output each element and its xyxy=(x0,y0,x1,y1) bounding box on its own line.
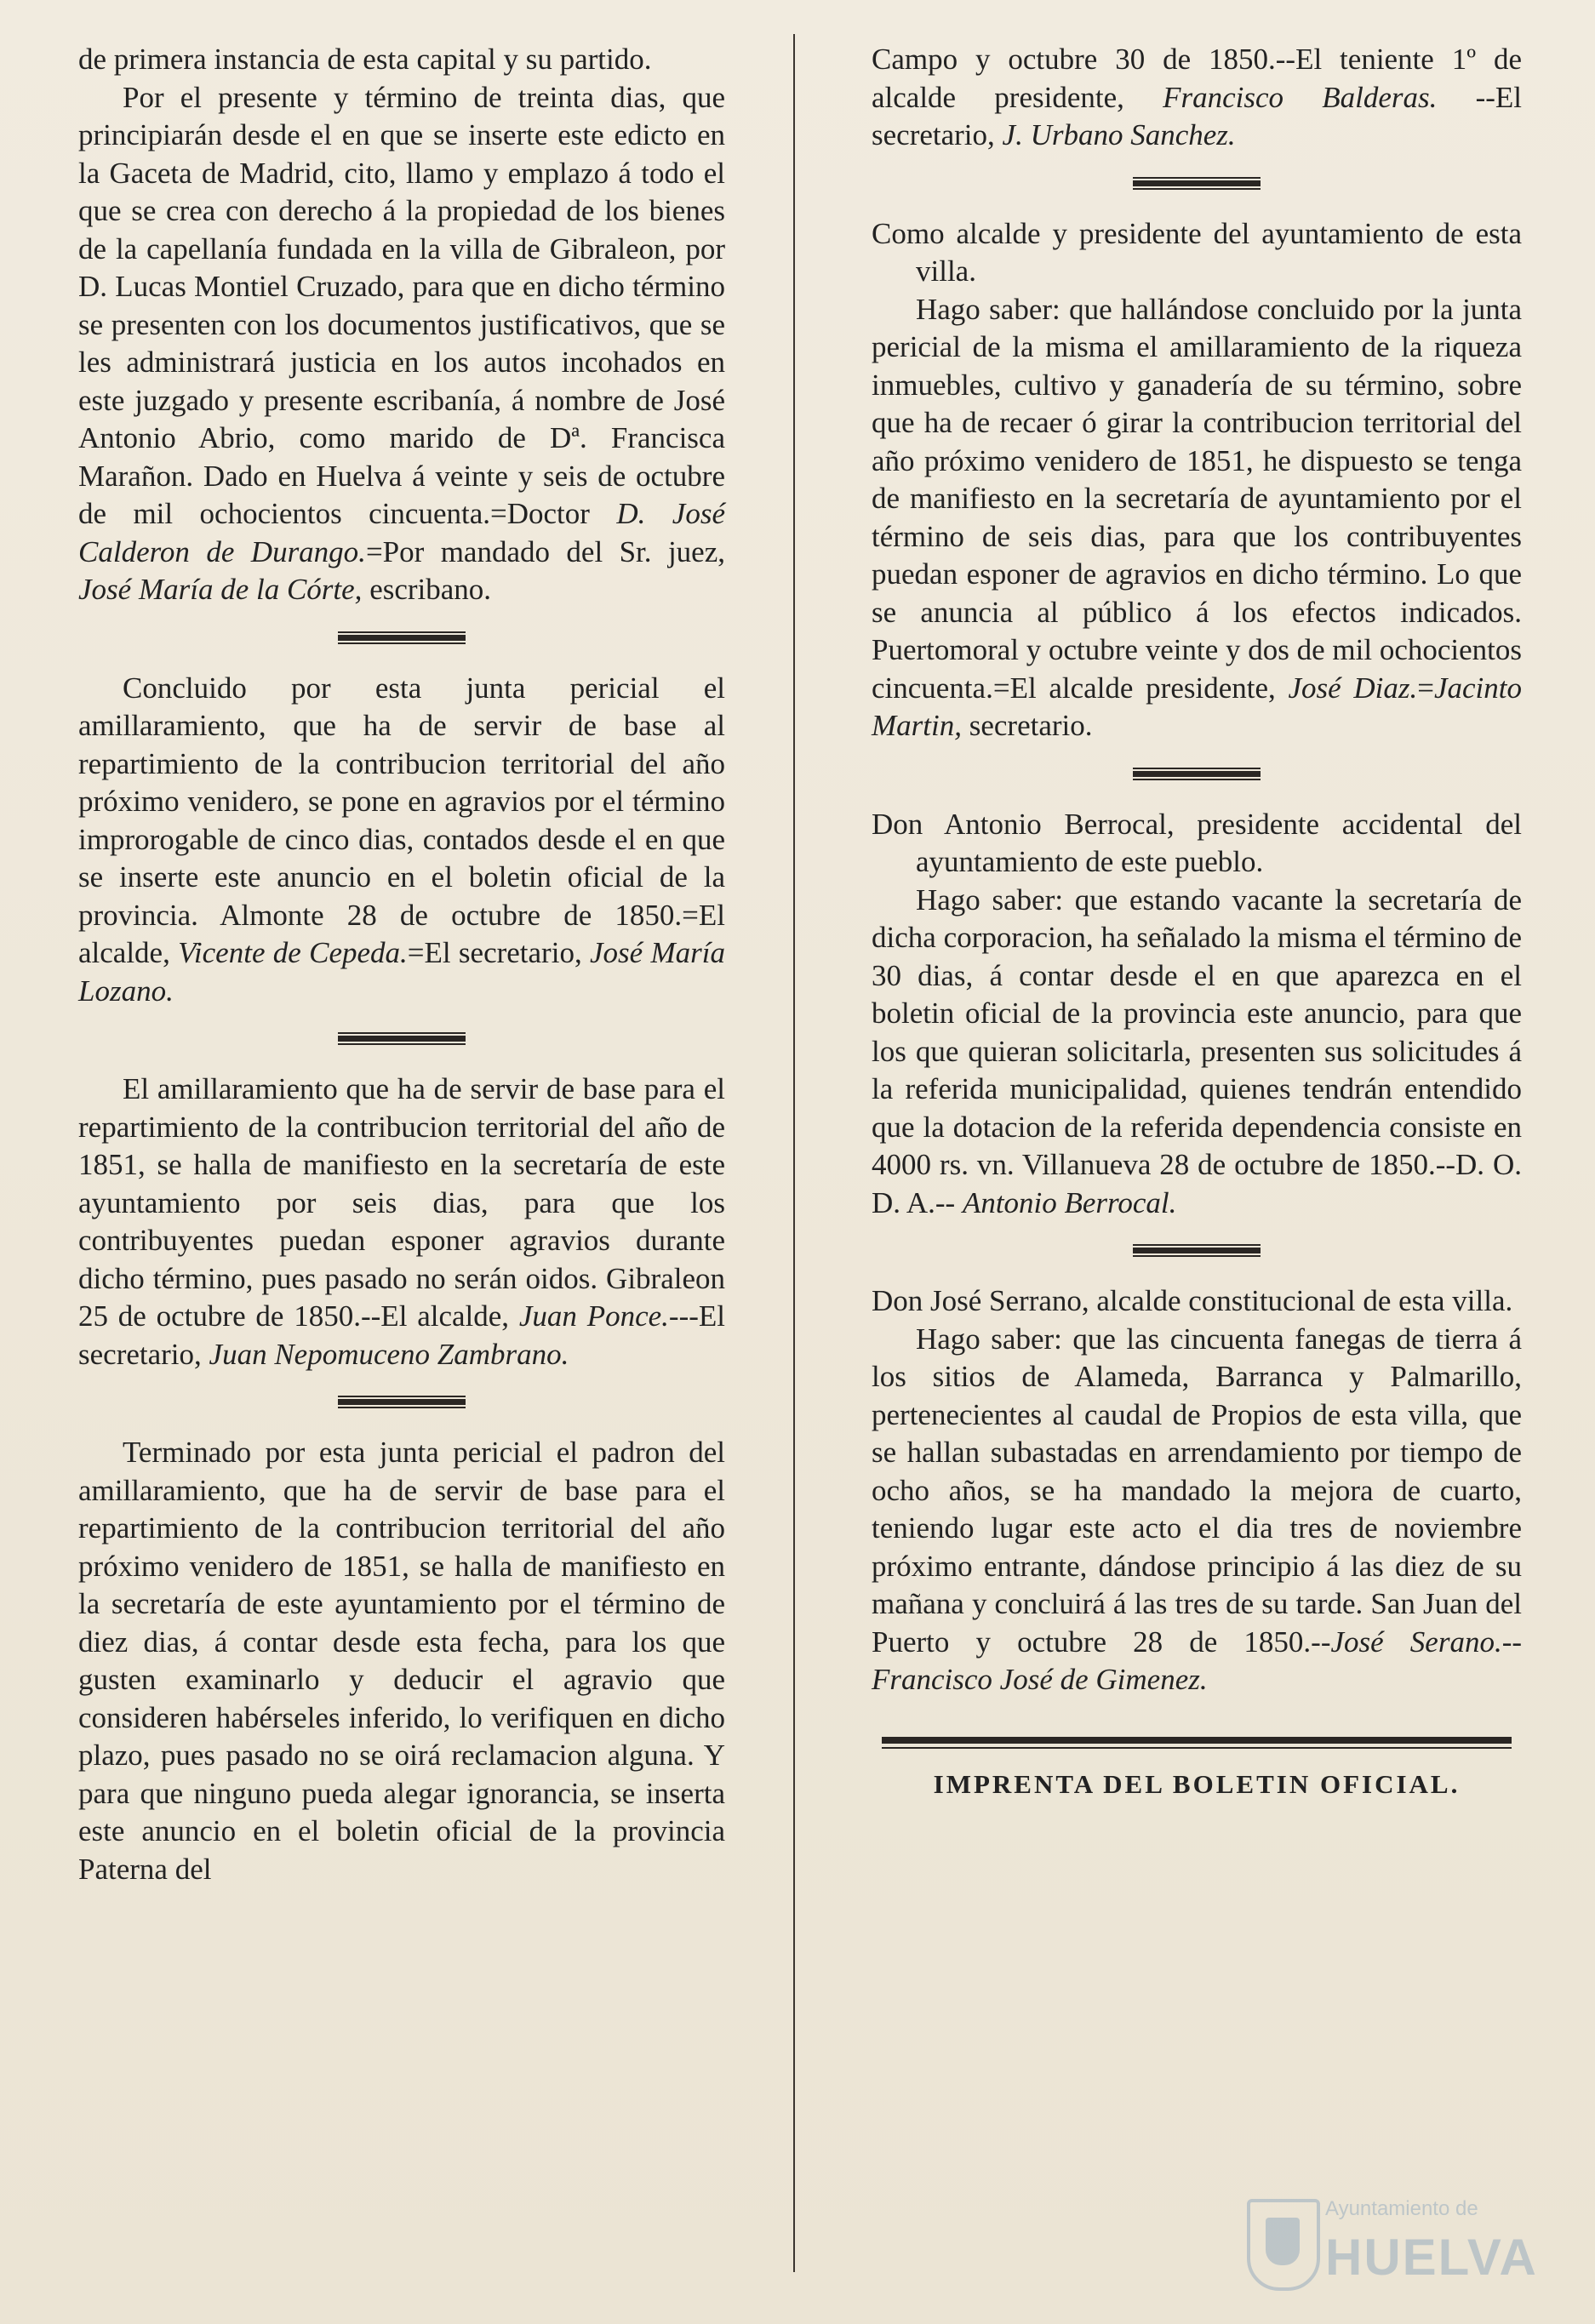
signature: José María Lozano. xyxy=(78,936,725,1008)
notice-paterna: Terminado por esta junta pericial el padron del amillaramiento, que ha de servir de base para el repartimiento de la contribucion territorial del año próximo venidero de 1851, se halla de manifiesto en la secretaría de este ayuntamiento por el término de diez dias, á contar desde esta fecha, para los que gusten examinarlo y deducir el agravio que consideren habérseles inferido, lo verifiquen en dicho plazo, pues pasado no se oirá reclamacion alguna. Y para que ninguno pueda alegar ignorancia, se inserta este anuncio en el boletin oficial de la provincia Paterna del xyxy=(78,1436,725,1886)
notice-almonte: Concluido por esta junta pericial el amillaramiento, que ha de servir de base al repartimiento de la contribucion territorial del año próximo venidero, se pone en agravios por el término improrogable de cinco dias, contados desde el en que se inserte este anuncio en el boletin oficial de la provincia. Almonte 28 de octubre de 1850.=El alcalde, Vicente de Cepeda.=El secretario, José María Lozano. xyxy=(78,671,725,1008)
left-column xyxy=(78,41,725,1888)
closing-rule xyxy=(882,1737,1512,1749)
column-divider xyxy=(793,34,795,2272)
right-column xyxy=(872,41,1522,1803)
section-divider xyxy=(338,631,466,644)
signature: D. José Calderon de Durango. xyxy=(78,497,726,568)
watermark-line2: HUELVA xyxy=(1325,2229,1538,2286)
section-divider xyxy=(1133,768,1261,780)
signature: Vicente de Cepeda. xyxy=(178,936,408,969)
notice-puertomoral: Hago saber: que hallándose concluido por la junta pericial de la misma el amillaramiento de la riqueza inmuebles, cultivo y ganadería de su término, sobre que ha de recaer ó girar la contribucion territorial del año próximo venidero de 1851, he dispuesto se tenga de manifiesto en la secretaría de ayuntamiento por el término de seis dias, para que los contribuyentes puedan esponer de agravios en dicho término. Lo que se anuncia al público á los efectos indicados. Puertomoral y octubre veinte y dos de mil ochocientos cincuenta.=El alcalde presidente, José Diaz.=Jacinto Martin, secretario. xyxy=(872,292,1522,742)
notice-villanueva: Hago saber: que estando vacante la secretaría de dicha corporacion, ha señalado la misma el término de 30 dias, á contar desde el en que aparezca en el boletin oficial de la provincia este anuncio, para que los que quieran solicitarla, presenten sus solicitudes á la referida municipalidad, quienes tendrán entendido que la dotacion de la referida dependencia consiste en 4000 rs. vn. Villanueva 28 de octubre de 1850.--D. O. D. A.-- Antonio Berrocal. xyxy=(872,882,1522,1219)
signature: Juan Ponce. xyxy=(518,1299,669,1333)
signature: Juan Nepomuceno Zambrano. xyxy=(209,1337,569,1371)
signature: Jacinto Martin, xyxy=(872,671,1522,742)
section-divider xyxy=(1133,177,1261,190)
signature: Francisco Balderas. xyxy=(1163,80,1438,114)
section-divider xyxy=(1133,1244,1261,1257)
notice-paterna-continuation: Campo y octubre 30 de 1850.--El teniente 1º de alcalde presidente, Francisco Balderas. --El secretario, J. Urbano Sanchez. xyxy=(872,43,1523,151)
section-divider xyxy=(338,1396,466,1408)
notice-heading: Como alcalde y presidente del ayuntamiento de esta villa. xyxy=(872,216,1522,288)
notice-heading: Don Antonio Berrocal, presidente accidental del ayuntamiento de este pueblo. xyxy=(872,807,1522,878)
printer-imprint: IMPRENTA DEL BOLETIN OFICIAL. xyxy=(933,1768,1461,1799)
signature: José Serano.--Francisco José de Gimenez. xyxy=(872,1625,1522,1696)
notice-heading: Don José Serrano, alcalde constitucional de esta villa. xyxy=(872,1284,1513,1317)
edict-continuation: de primera instancia de esta capital y su partido. xyxy=(78,43,652,76)
notice-san-juan-del-puerto: Hago saber: que las cincuenta fanegas de tierra á los sitios de Alameda, Barranca y Palmarillo, pertenecientes al caudal de Propios de esta villa, que se hallan subastadas en arrendamiento por tiempo de ocho años, se ha mandado la mejora de cuarto, teniendo lugar este acto el dia tres de noviembre próximo entrante, dándose principio á las diez de su mañana y concluirá á las tres de su tarde. San Juan del Puerto y octubre 28 de 1850.--José Serano.--Francisco José de Gimenez. xyxy=(872,1322,1522,1696)
signature: José Diaz. xyxy=(1288,671,1418,705)
section-divider xyxy=(338,1032,466,1045)
edict-capellania: Por el presente y término de treinta dias, que principiarán desde el en que se inserte este edicto en la Gaceta de Madrid, cito, llamo y emplazo á todo el que se crea con derecho á la propiedad de los bienes de la capellanía fundada en la villa de Gibraleon, por D. Lucas Montiel Cruzado, para que en dicho término se presenten con los documentos justificativos, que se les administrará justicia en los autos incohados en este juzgado y presente escribanía, á nombre de José Antonio Abrio, como marido de Dª. Francisca Marañon. Dado en Huelva á veinte y seis de octubre de mil ochocientos cincuenta.=Doctor D. José Calderon de Durango.=Por mandado del Sr. juez, José María de la Córte, escribano. xyxy=(78,80,726,606)
signature: J. Urbano Sanchez. xyxy=(1002,118,1236,151)
signature: Antonio Berrocal. xyxy=(962,1185,1177,1219)
watermark-line1: Ayuntamiento de xyxy=(1325,2197,1478,2220)
archive-watermark xyxy=(1247,2196,1538,2298)
signature: José María de la Córte, xyxy=(78,573,363,606)
crest-icon xyxy=(1247,2199,1320,2291)
notice-gibraleon: El amillaramiento que ha de servir de base para el repartimiento de la contribucion territorial del año de 1851, se halla de manifiesto en la secretaría de este ayuntamiento por seis dias, para que los contribuyentes puedan esponer agravios durante dicho término, pues pasado no serán oidos. Gibraleon 25 de octubre de 1850.--El alcalde, Juan Ponce.---El secretario, Juan Nepomuceno Zambrano. xyxy=(78,1072,725,1371)
